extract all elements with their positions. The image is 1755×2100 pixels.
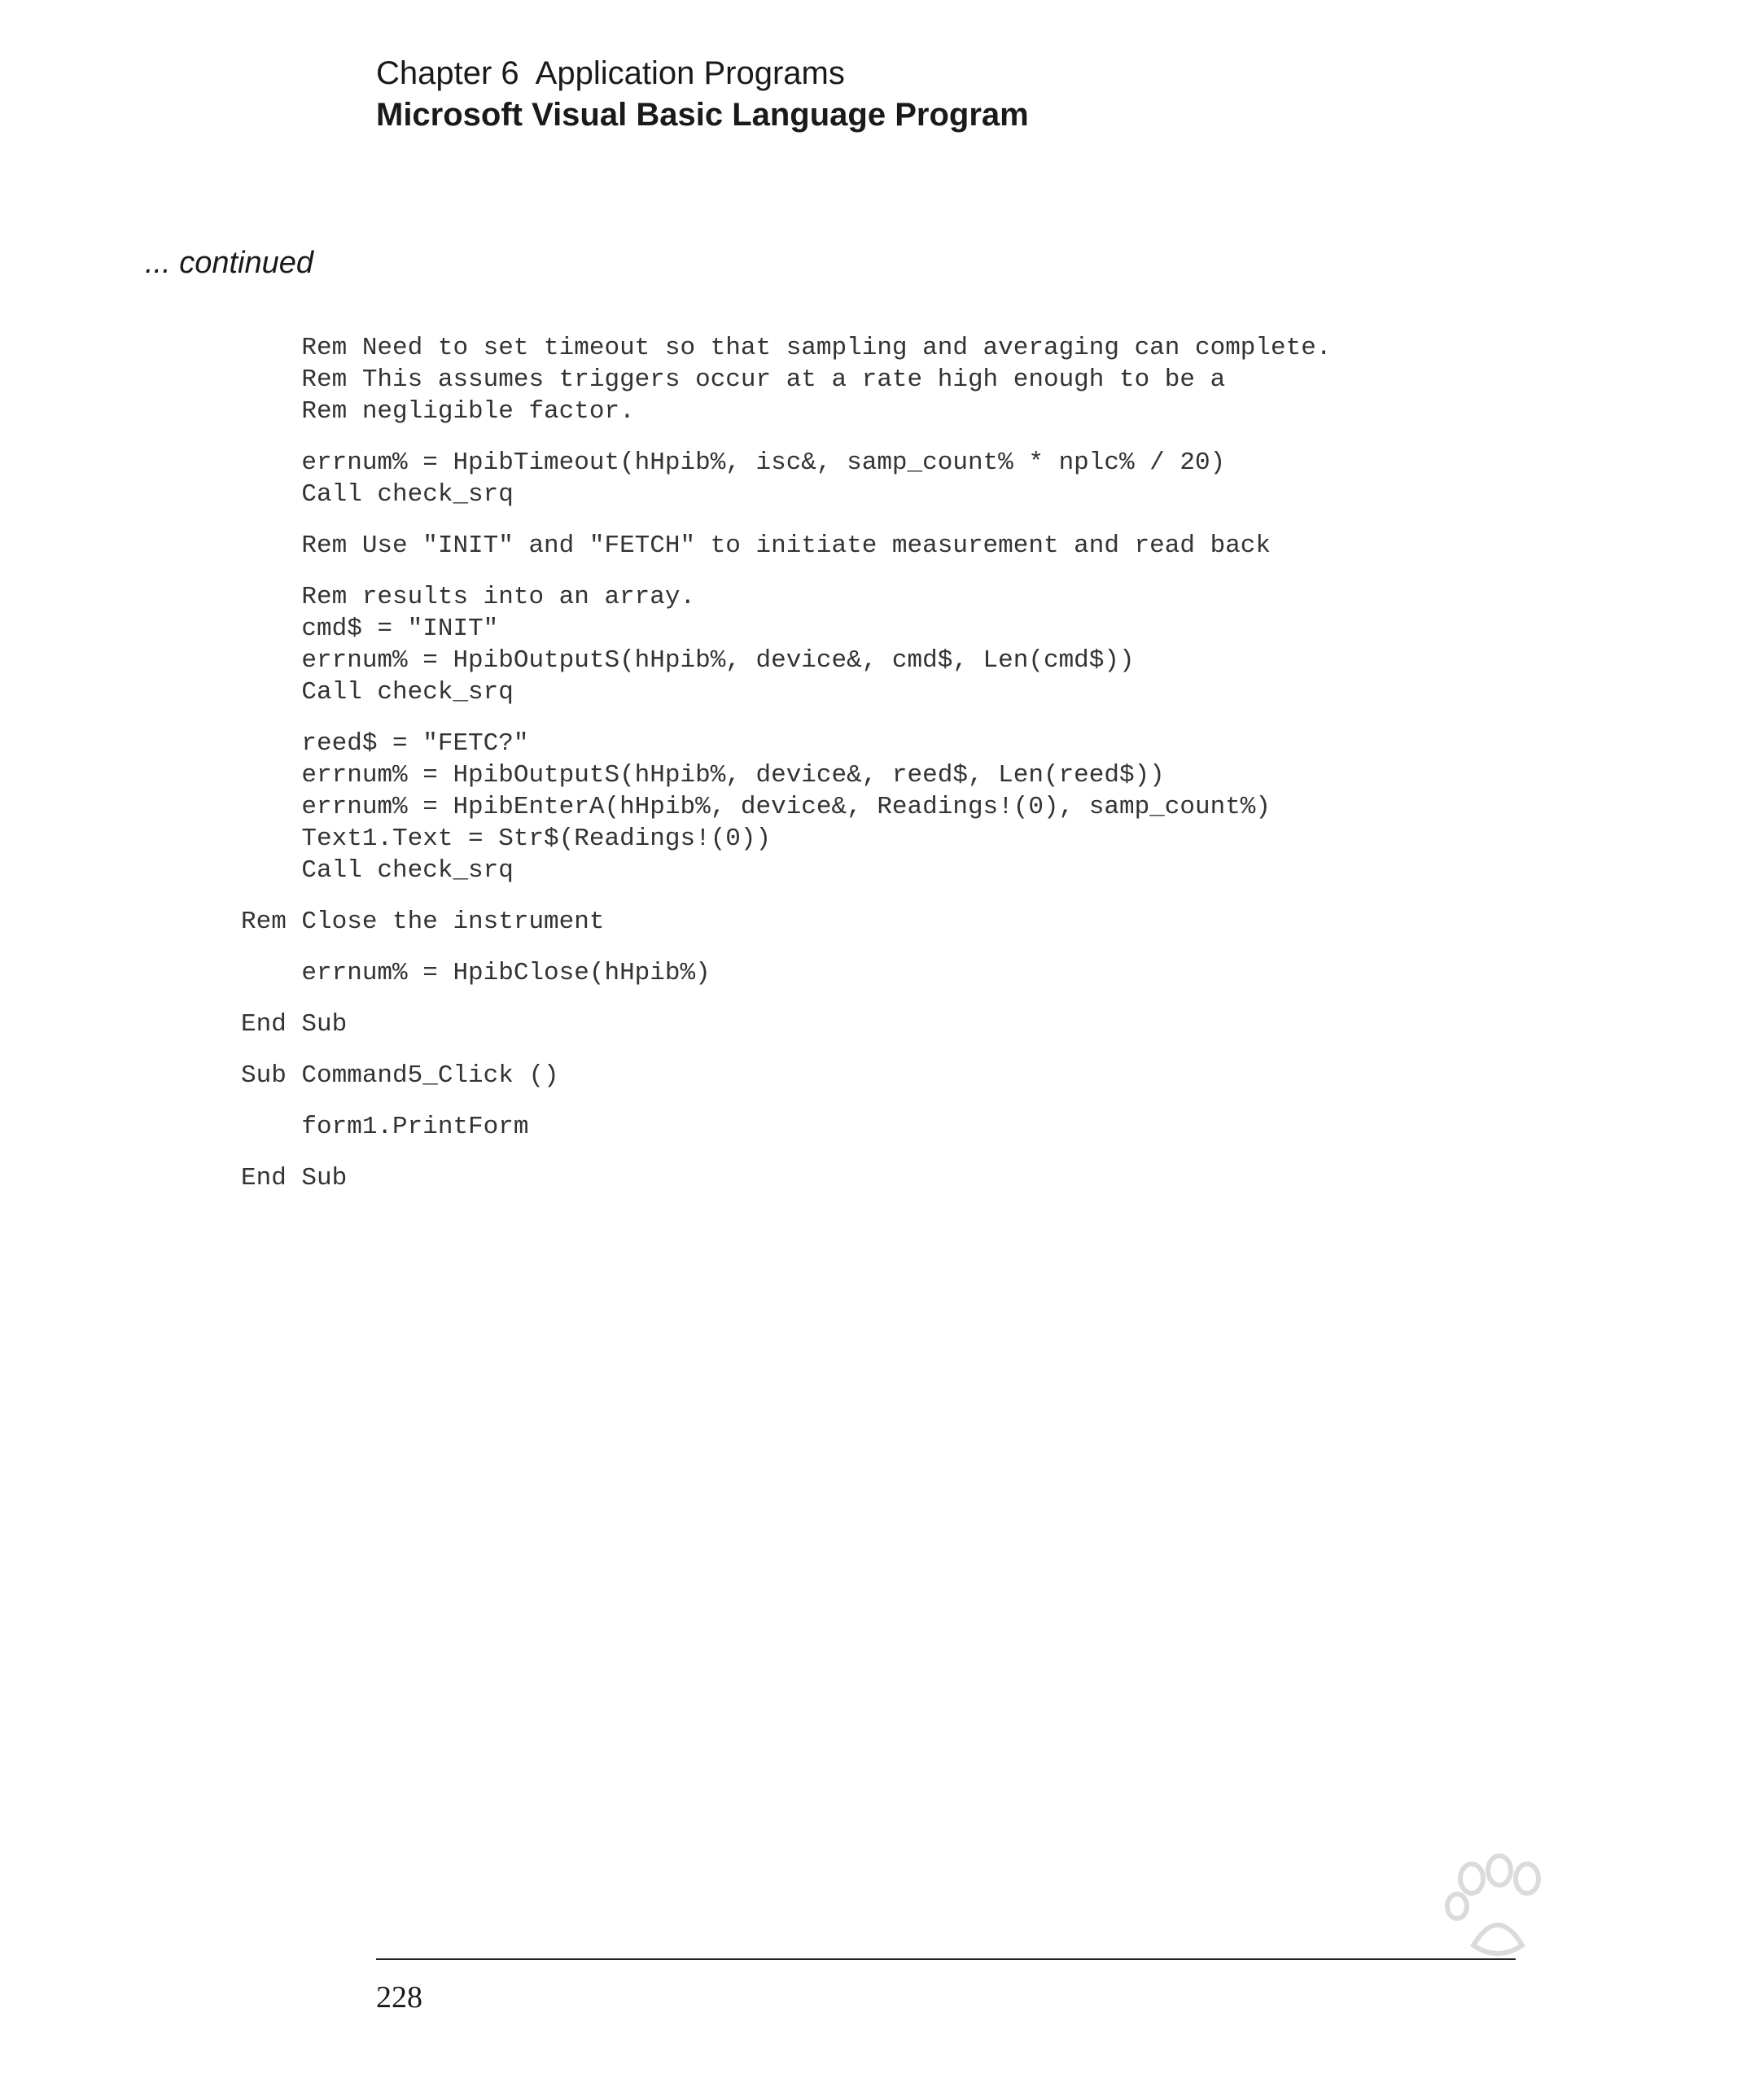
- code-line: cmd$ = "INIT": [241, 615, 499, 643]
- code-block: [241, 957, 1331, 989]
- code-block: [241, 906, 1331, 938]
- code-block: [241, 530, 1331, 562]
- code-block: [241, 1060, 1331, 1092]
- code-line: Text1.Text = Str$(Readings!(0)): [241, 825, 772, 853]
- code-block: [241, 1111, 1331, 1143]
- baidu-jingyan-watermark: [1254, 1848, 1677, 2059]
- code-listing: [241, 332, 1331, 1214]
- code-line: Rem results into an array.: [241, 583, 696, 611]
- code-block: [241, 1162, 1331, 1194]
- code-line: Rem negligible factor.: [241, 397, 635, 426]
- code-line: errnum% = HpibEnterA(hHpib%, device&, Readings!(0), samp_count%): [241, 793, 1271, 821]
- code-line: Call check_srq: [241, 856, 514, 885]
- code-block: [241, 581, 1331, 708]
- code-line: Rem This assumes triggers occur at a rate high enough to be a: [241, 365, 1226, 394]
- code-line: errnum% = HpibOutputS(hHpib%, device&, reed$, Len(reed$)): [241, 761, 1165, 790]
- code-block: [241, 728, 1331, 886]
- code-line: reed$ = "FETC?": [241, 729, 529, 758]
- code-line: End Sub: [241, 1010, 348, 1039]
- page-header: [376, 52, 1029, 135]
- code-line: form1.PrintForm: [241, 1113, 529, 1141]
- code-block: [241, 1008, 1331, 1040]
- chapter-title: Chapter 6 Application Programs: [376, 55, 845, 91]
- continued-label: ... continued: [145, 246, 314, 280]
- code-line: errnum% = HpibOutputS(hHpib%, device&, cmd$, Len(cmd$)): [241, 646, 1135, 675]
- code-line: Call check_srq: [241, 480, 514, 509]
- code-line: errnum% = HpibTimeout(hHpib%, isc&, samp_count% * nplc% / 20): [241, 448, 1226, 477]
- code-block: [241, 332, 1331, 427]
- code-line: Rem Use "INIT" and "FETCH" to initiate measurement and read back: [241, 532, 1271, 560]
- code-line: End Sub: [241, 1164, 348, 1192]
- section-title: Microsoft Visual Basic Language Program: [376, 97, 1029, 133]
- code-line: errnum% = HpibClose(hHpib%): [241, 959, 711, 987]
- code-line: Sub Command5_Click (): [241, 1061, 559, 1090]
- code-block: [241, 447, 1331, 510]
- code-line: Call check_srq: [241, 678, 514, 707]
- code-line: Rem Close the instrument: [241, 908, 605, 936]
- page-number: 228: [376, 1980, 422, 2015]
- code-line: Rem Need to set timeout so that sampling and averaging can complete.: [241, 334, 1332, 362]
